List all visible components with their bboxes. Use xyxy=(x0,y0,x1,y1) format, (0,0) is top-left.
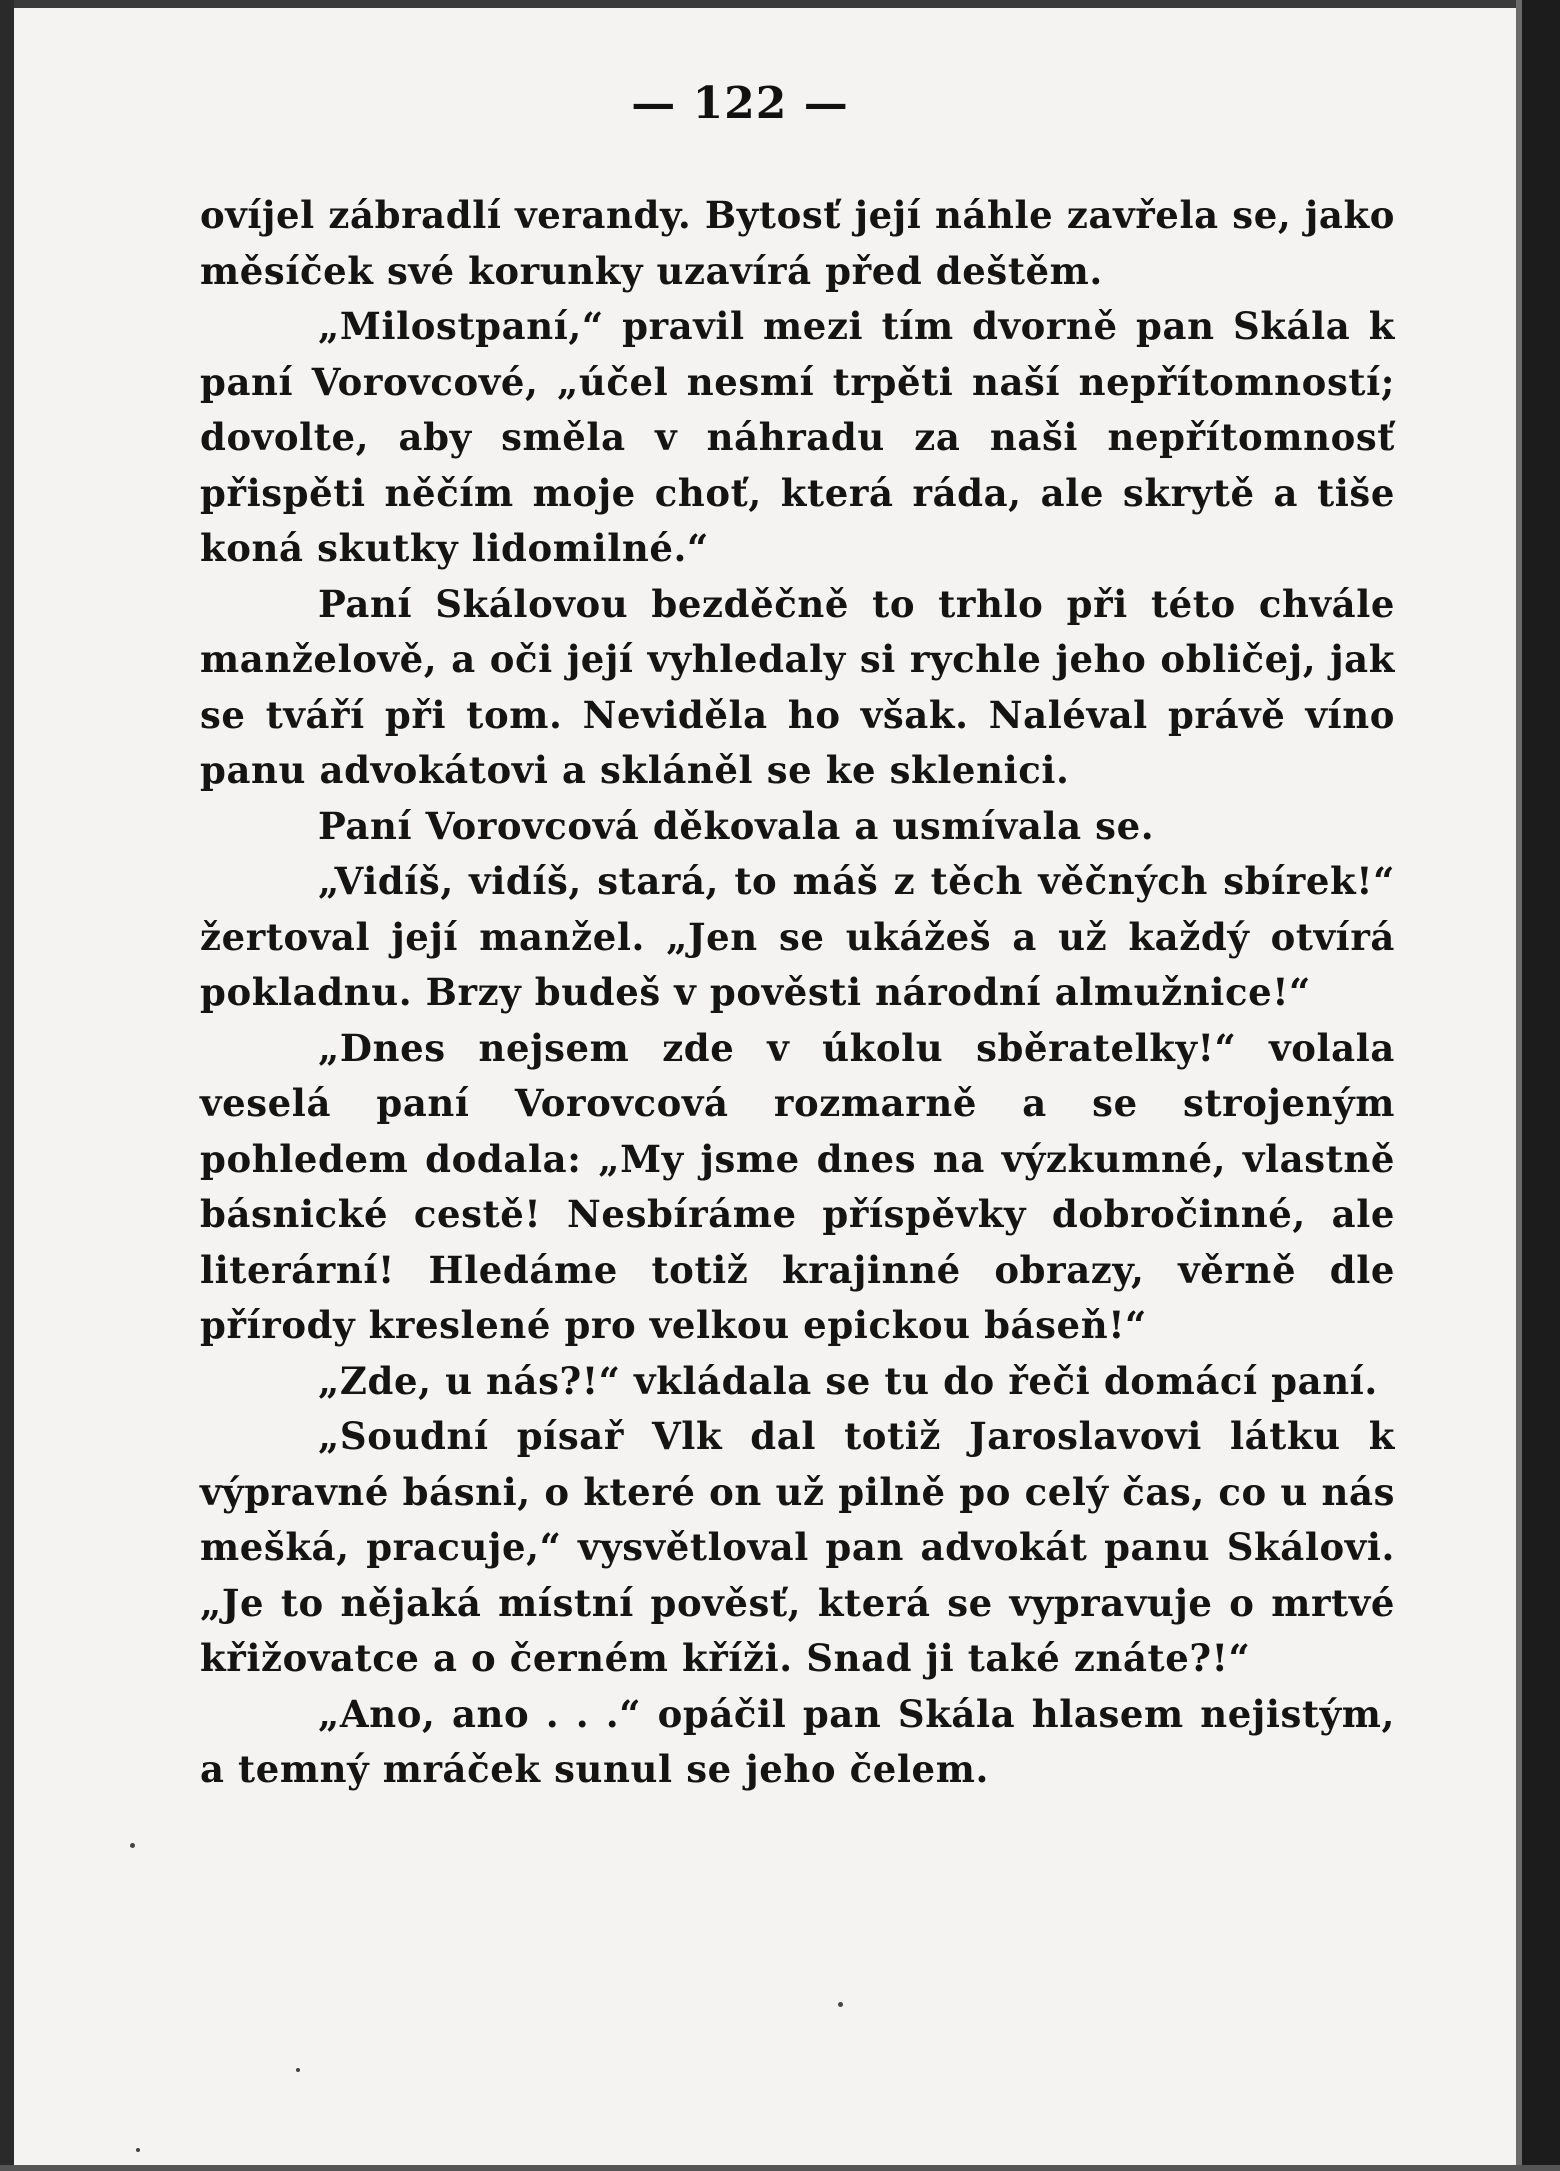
paragraph-4: Paní Vorovcová děkovala a usmívala se. xyxy=(318,803,1155,848)
scan-border-right xyxy=(1522,0,1560,2171)
scan-speck xyxy=(136,2148,140,2152)
paragraph-6: „Dnes nejsem zde v úkolu sběratelky!“ volala veselá paní Vorovcová rozmarně a se strojeným pohledem dodala: „My jsme dnes na výzkumné, vlastně básnické cestě! Nesbíráme příspěvky dobročinné, ale literární! Hledáme totiž krajinné obrazy, věrně dle přírody kreslené pro velkou epickou báseň!“ xyxy=(200,1025,1395,1347)
scan-speck xyxy=(130,1843,135,1848)
paragraph-1: ovíjel zábradlí verandy. Bytosť její náhle zavřela se, jako měsíček své korunky uzavírá před deštěm. xyxy=(200,193,1395,293)
paragraph-9: „Ano, ano . . .“ opáčil pan Skála hlasem nejistým, a temný mráček sunul se jeho čelem. xyxy=(200,1691,1395,1791)
scan-speck xyxy=(838,2002,843,2007)
paragraph-7: „Zde, u nás?!“ vkládala se tu do řeči domácí paní. xyxy=(318,1358,1378,1403)
scan-border-left xyxy=(0,0,14,2171)
scan-border-top xyxy=(0,0,1560,8)
scan-speck xyxy=(296,2068,300,2072)
body-text xyxy=(200,188,1395,1798)
paragraph-8: „Soudní písař Vlk dal totiž Jaroslavovi látku k výpravné básni, o které on už pilně po celý čas, co u nás mešká, pracuje,“ vysvětloval pan advokát panu Skálovi. „Je to nějaká místní pověsť, která se vypravuje o mrtvé křižovatce a o černém kříži. Snad ji také znáte?!“ xyxy=(200,1414,1395,1680)
scan-border-bottom xyxy=(0,2165,1560,2171)
paragraph-2: „Milostpaní,“ pravil mezi tím dvorně pan Skála k paní Vorovcové, „účel nesmí trpěti naší nepřítomností; dovolte, aby směla v náhradu za naši nepřítomnosť přispěti něčím moje choť, která ráda, ale skrytě a tiše koná skutky lidomilné.“ xyxy=(200,304,1395,570)
page-number: — 122 — xyxy=(631,78,849,129)
paragraph-5: „Vidíš, vidíš, stará, to máš z těch věčných sbírek!“ žertoval její manžel. „Jen se ukážeš a už každý otvírá pokladnu. Brzy budeš v pověsti národní almužnice!“ xyxy=(200,859,1395,1014)
paragraph-3: Paní Skálovou bezděčně to trhlo při této chvále manželově, a oči její vyhledaly si rychle jeho obličej, jak se tváří při tom. Neviděla ho však. Naléval právě víno panu advokátovi a skláněl se ke sklenici. xyxy=(200,581,1395,792)
